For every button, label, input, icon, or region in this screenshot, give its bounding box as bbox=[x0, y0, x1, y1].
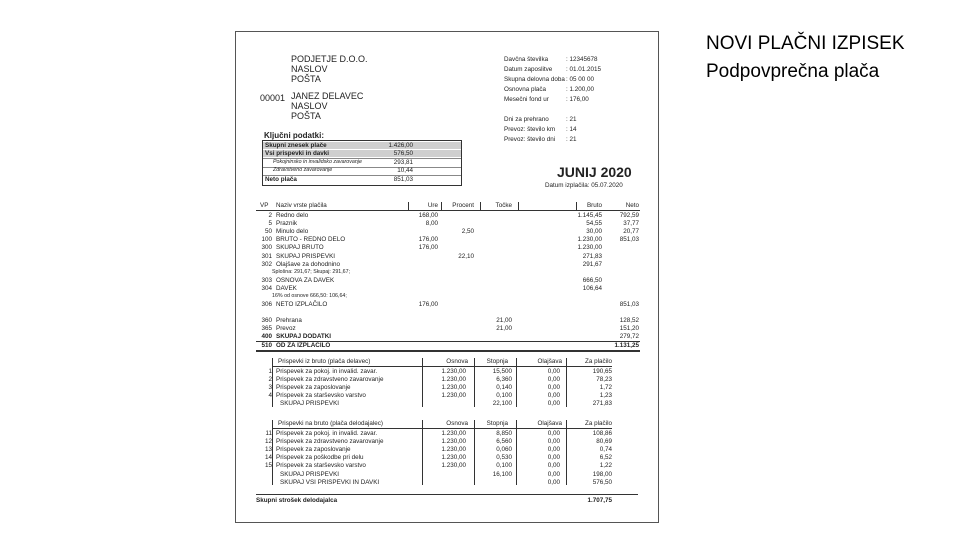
contrib-vp: 3 bbox=[268, 384, 272, 392]
key-data-row bbox=[263, 159, 461, 166]
row-bruto: 30,00 bbox=[586, 228, 602, 236]
rule-line bbox=[256, 210, 640, 211]
contrib-za-placilo: 78,23 bbox=[596, 376, 612, 384]
contrib-osnova: 1.230,00 bbox=[441, 454, 466, 462]
contrib-name: SKUPAJ PRISPEVKI bbox=[280, 470, 340, 478]
row-name: 16% od osnove 666,50: 106,64; bbox=[272, 293, 347, 299]
row-vp: 5 bbox=[268, 220, 272, 228]
info-label: Dni za prehrano bbox=[504, 116, 549, 123]
col-header-name: Naziv vrste plačila bbox=[276, 202, 327, 209]
key-data-value: 293,81 bbox=[393, 158, 413, 166]
contrib-stopnja: 6,360 bbox=[496, 376, 512, 384]
contrib-name: Prispevek za pokoj. in invalid. zavar. bbox=[276, 368, 378, 375]
row-vp: 300 bbox=[261, 244, 272, 252]
info-value: : 12345678 bbox=[566, 56, 598, 63]
contrib-osnova: 1.230,00 bbox=[441, 430, 466, 437]
contrib-osnova: 1.230,00 bbox=[441, 446, 466, 454]
row-name: Redno delo bbox=[276, 212, 309, 219]
employee-id: 00001 bbox=[260, 93, 286, 103]
contrib-olajsava: 0,00 bbox=[547, 430, 560, 437]
contrib-olajsava: 0,00 bbox=[547, 462, 560, 470]
rule-line bbox=[408, 202, 409, 210]
rule-line bbox=[518, 202, 519, 210]
row-vp: 303 bbox=[261, 276, 272, 284]
employee-address: NASLOV bbox=[291, 101, 328, 111]
contrib-stopnja: 0,060 bbox=[496, 446, 512, 454]
key-data-box bbox=[262, 140, 462, 186]
info-label: Prevoz: število km bbox=[504, 126, 556, 133]
row-ure: 176,00 bbox=[418, 244, 438, 252]
payslip-document bbox=[235, 31, 659, 523]
col-header-ure: Ure bbox=[427, 202, 438, 209]
info-value: : 14 bbox=[566, 126, 577, 133]
row-procent: 22,10 bbox=[458, 252, 474, 260]
contrib-header-name: Prispevki iz bruto (plača delavec) bbox=[278, 358, 371, 365]
contrib-olajsava: 0,00 bbox=[547, 478, 560, 486]
contrib-stopnja: 22,100 bbox=[492, 400, 512, 408]
contrib-stopnja: 0,100 bbox=[496, 392, 512, 400]
key-data-label: Vsi prispevki in davki bbox=[265, 150, 330, 158]
contrib-olajsava: 0,00 bbox=[547, 368, 560, 375]
contrib-osnova: 1.230,00 bbox=[441, 462, 466, 470]
info-value: : 21 bbox=[566, 136, 577, 143]
row-neto: 851,03 bbox=[619, 236, 639, 244]
extra-neto: 1.131,25 bbox=[614, 341, 639, 349]
contrib-za-placilo: 198,00 bbox=[592, 470, 612, 478]
row-name: NETO IZPLAČILO bbox=[276, 301, 328, 309]
extra-tocke: 21,00 bbox=[496, 325, 512, 333]
key-data-title: Ključni podatki: bbox=[264, 131, 324, 140]
key-data-row bbox=[263, 142, 461, 149]
row-procent: 2,50 bbox=[461, 228, 474, 236]
contrib-za-placilo: 0,74 bbox=[599, 446, 612, 454]
contrib-header-za-placilo: Za plačilo bbox=[585, 358, 612, 365]
contrib-name: Prispevek za zdravstveno zavarovanje bbox=[276, 438, 384, 446]
key-data-row bbox=[263, 167, 461, 174]
row-name: OSNOVA ZA DAVEK bbox=[276, 276, 335, 284]
contrib-osnova: 1.230,00 bbox=[441, 384, 466, 392]
row-ure: 176,00 bbox=[418, 301, 438, 309]
info-label: Davčna številka bbox=[504, 56, 549, 63]
contrib-name: Prispevek za zaposlovanje bbox=[276, 446, 351, 454]
contrib-stopnja: 8,850 bbox=[496, 430, 512, 437]
extra-name: Prevoz bbox=[276, 325, 296, 333]
contrib-vp: 11 bbox=[265, 430, 272, 437]
company-address: NASLOV bbox=[291, 64, 328, 74]
extra-vp: 510 bbox=[261, 341, 272, 349]
info-label: Osnovna plača bbox=[504, 86, 547, 93]
contrib-osnova: 1.230,00 bbox=[441, 368, 466, 375]
key-data-value: 10,44 bbox=[397, 167, 413, 175]
extra-vp: 360 bbox=[261, 317, 272, 325]
contrib-header-osnova: Osnova bbox=[446, 420, 468, 427]
rule-line bbox=[480, 202, 481, 210]
row-name: DAVEK bbox=[276, 284, 297, 292]
total-cost-value: 1.707,75 bbox=[587, 497, 612, 504]
row-neto: 851,03 bbox=[619, 301, 639, 309]
extra-name: OD ZA IZPLAČILO bbox=[276, 341, 331, 349]
key-data-value: 1.426,00 bbox=[388, 142, 413, 149]
contrib-za-placilo: 1,72 bbox=[599, 384, 612, 392]
contrib-za-placilo: 108,86 bbox=[592, 430, 612, 437]
contrib-olajsava: 0,00 bbox=[547, 400, 560, 408]
employee-name: JANEZ DELAVEC bbox=[291, 91, 364, 101]
contrib-za-placilo: 80,69 bbox=[596, 438, 612, 446]
info-label: Skupna delovna doba bbox=[504, 76, 565, 83]
pay-month: JUNIJ 2020 bbox=[557, 164, 632, 180]
rule-line bbox=[441, 202, 442, 210]
contrib-vp: 4 bbox=[268, 392, 272, 400]
pay-date: Datum izplačila: 05.07.2020 bbox=[545, 182, 623, 189]
company-post: POŠTA bbox=[291, 74, 321, 84]
row-ure: 8,00 bbox=[425, 220, 438, 228]
contrib-stopnja: 0,140 bbox=[496, 384, 512, 392]
row-name: Minulo delo bbox=[276, 228, 309, 236]
contrib-vp: 15 bbox=[264, 462, 272, 470]
row-vp: 306 bbox=[261, 301, 272, 309]
contrib-olajsava: 0,00 bbox=[547, 384, 560, 392]
row-bruto: 1.230,00 bbox=[577, 244, 602, 252]
col-header-bruto: Bruto bbox=[586, 202, 602, 209]
contrib-vp: 2 bbox=[268, 376, 272, 384]
extra-neto: 279,72 bbox=[619, 333, 639, 341]
company-name: PODJETJE D.O.O. bbox=[291, 54, 368, 64]
contrib-name: SKUPAJ VSI PRISPEVKI IN DAVKI bbox=[280, 478, 380, 486]
contrib-za-placilo: 576,50 bbox=[592, 478, 612, 486]
contrib-header-osnova: Osnova bbox=[446, 358, 468, 365]
row-vp: 2 bbox=[268, 212, 272, 219]
contrib-header-name: Prispevki na bruto (plača delodajalec) bbox=[278, 420, 384, 427]
info-value: : 01.01.2015 bbox=[566, 66, 602, 73]
contrib-name: Prispevek za poškodbe pri delu bbox=[276, 454, 364, 462]
employee-post: POŠTA bbox=[291, 111, 321, 121]
key-data-row bbox=[263, 176, 461, 183]
row-name: SKUPAJ BRUTO bbox=[276, 244, 324, 252]
rule-line bbox=[474, 420, 475, 485]
row-bruto: 291,67 bbox=[582, 260, 602, 268]
contrib-osnova: 1.230,00 bbox=[441, 392, 466, 400]
extra-neto: 151,20 bbox=[619, 325, 639, 333]
extra-name: Prehrana bbox=[276, 317, 302, 325]
row-bruto: 271,83 bbox=[582, 252, 602, 260]
row-vp: 301 bbox=[261, 252, 272, 260]
slide-title-line-2: Podpovprečna plača bbox=[706, 61, 880, 82]
row-ure: 168,00 bbox=[418, 212, 438, 219]
contrib-olajsava: 0,00 bbox=[547, 376, 560, 384]
row-name: Olajšave za dohodnino bbox=[276, 260, 341, 268]
rule-line bbox=[272, 428, 612, 429]
extra-neto: 128,52 bbox=[619, 317, 639, 325]
row-neto: 20,77 bbox=[623, 228, 639, 236]
col-header-neto: Neto bbox=[625, 202, 639, 209]
extra-vp: 365 bbox=[261, 325, 272, 333]
contrib-vp: 12 bbox=[264, 438, 272, 446]
row-name: Praznik bbox=[276, 220, 297, 228]
contrib-vp: 14 bbox=[264, 454, 272, 462]
col-header-procent: Procent bbox=[452, 202, 474, 209]
row-bruto: 666,50 bbox=[582, 276, 602, 284]
key-data-value: 851,03 bbox=[393, 175, 413, 183]
key-data-label: Neto plača bbox=[265, 175, 297, 183]
info-value: : 21 bbox=[566, 116, 577, 123]
rule-line bbox=[422, 420, 423, 485]
row-bruto: 54,55 bbox=[586, 220, 602, 228]
slide-title-line-1: NOVI PLAČNI IZPISEK bbox=[706, 33, 905, 54]
slide-title bbox=[706, 30, 905, 86]
contrib-olajsava: 0,00 bbox=[547, 392, 560, 400]
info-value: : 05 00 00 bbox=[566, 76, 595, 83]
row-name: Splošna: 291,67; Skupaj: 291,67; bbox=[272, 268, 351, 275]
contrib-header-za-placilo: Za plačilo bbox=[585, 420, 612, 427]
info-label: Prevoz: število dni bbox=[504, 136, 556, 143]
row-ure: 176,00 bbox=[418, 236, 438, 244]
contrib-za-placilo: 1,22 bbox=[599, 462, 612, 470]
contrib-name: Prispevek za starševsko varstvo bbox=[276, 392, 366, 400]
contrib-olajsava: 0,00 bbox=[547, 446, 560, 454]
rule-line bbox=[272, 366, 612, 367]
contrib-header-stopnja: Stopnja bbox=[486, 420, 508, 427]
info-value: : 176,00 bbox=[566, 96, 589, 103]
info-value: : 1.200,00 bbox=[566, 86, 595, 93]
row-vp: 100 bbox=[261, 236, 272, 244]
contrib-za-placilo: 190,65 bbox=[592, 368, 612, 375]
contrib-olajsava: 0,00 bbox=[547, 454, 560, 462]
rule-line bbox=[256, 341, 640, 342]
extra-tocke: 21,00 bbox=[496, 317, 512, 325]
extra-vp: 400 bbox=[261, 333, 272, 341]
contrib-header-olajsava: Olajšava bbox=[537, 358, 562, 365]
contrib-name: Prispevek za starševsko varstvo bbox=[276, 462, 366, 470]
row-vp: 304 bbox=[261, 284, 272, 292]
key-data-label: Skupni znesek plače bbox=[265, 142, 327, 149]
contrib-header-stopnja: Stopnja bbox=[486, 358, 508, 365]
contrib-olajsava: 0,00 bbox=[547, 438, 560, 446]
row-bruto: 1.145,45 bbox=[577, 212, 602, 219]
rule-line bbox=[576, 202, 577, 210]
rule-line bbox=[256, 350, 640, 352]
row-bruto: 1.230,00 bbox=[577, 236, 602, 244]
contrib-vp: 13 bbox=[264, 446, 272, 454]
contrib-olajsava: 0,00 bbox=[547, 470, 560, 478]
row-vp: 50 bbox=[264, 228, 272, 236]
contrib-osnova: 1.230,00 bbox=[441, 376, 466, 384]
row-neto: 792,59 bbox=[619, 212, 639, 219]
contrib-za-placilo: 271,83 bbox=[592, 400, 612, 408]
contrib-stopnja: 15,500 bbox=[492, 368, 512, 375]
contrib-header-olajsava: Olajšava bbox=[537, 420, 562, 427]
contrib-stopnja: 16,100 bbox=[492, 470, 512, 478]
contrib-osnova: 1.230,00 bbox=[441, 438, 466, 446]
col-header-vp: VP bbox=[260, 202, 269, 209]
key-data-label: Zdravstveno zavarovanje bbox=[273, 167, 333, 174]
contrib-za-placilo: 1,23 bbox=[599, 392, 612, 400]
info-label: Mesečni fond ur bbox=[504, 96, 549, 103]
total-cost-label: Skupni strošek delodajalca bbox=[256, 497, 338, 504]
rule-line bbox=[272, 420, 273, 485]
rule-line bbox=[566, 420, 567, 485]
extra-name: SKUPAJ DODATKI bbox=[276, 333, 332, 341]
col-header-tocke: Točke bbox=[495, 202, 512, 209]
contrib-name: Prispevek za pokoj. in invalid. zavar. bbox=[276, 430, 378, 437]
key-data-value: 576,50 bbox=[393, 150, 413, 158]
row-name: SKUPAJ PRISPEVKI bbox=[276, 252, 336, 260]
contrib-name: SKUPAJ PRISPEVKI bbox=[280, 400, 340, 408]
row-vp: 302 bbox=[261, 260, 272, 268]
rule-line bbox=[516, 420, 517, 485]
key-data-row bbox=[263, 150, 461, 157]
row-neto: 37,77 bbox=[623, 220, 639, 228]
contrib-stopnja: 6,560 bbox=[496, 438, 512, 446]
contrib-name: Prispevek za zaposlovanje bbox=[276, 384, 351, 392]
contrib-za-placilo: 6,52 bbox=[599, 454, 612, 462]
contrib-stopnja: 0,100 bbox=[496, 462, 512, 470]
contrib-vp: 1 bbox=[268, 368, 272, 375]
info-label: Datum zaposlitve bbox=[504, 66, 553, 73]
row-name: BRUTO - REDNO DELO bbox=[276, 236, 346, 244]
contrib-name: Prispevek za zdravstveno zavarovanje bbox=[276, 376, 384, 384]
key-data-label: Pokojninsko in invalidsko zavarovanje bbox=[273, 158, 362, 165]
row-bruto: 106,64 bbox=[582, 284, 602, 292]
contrib-stopnja: 0,530 bbox=[496, 454, 512, 462]
